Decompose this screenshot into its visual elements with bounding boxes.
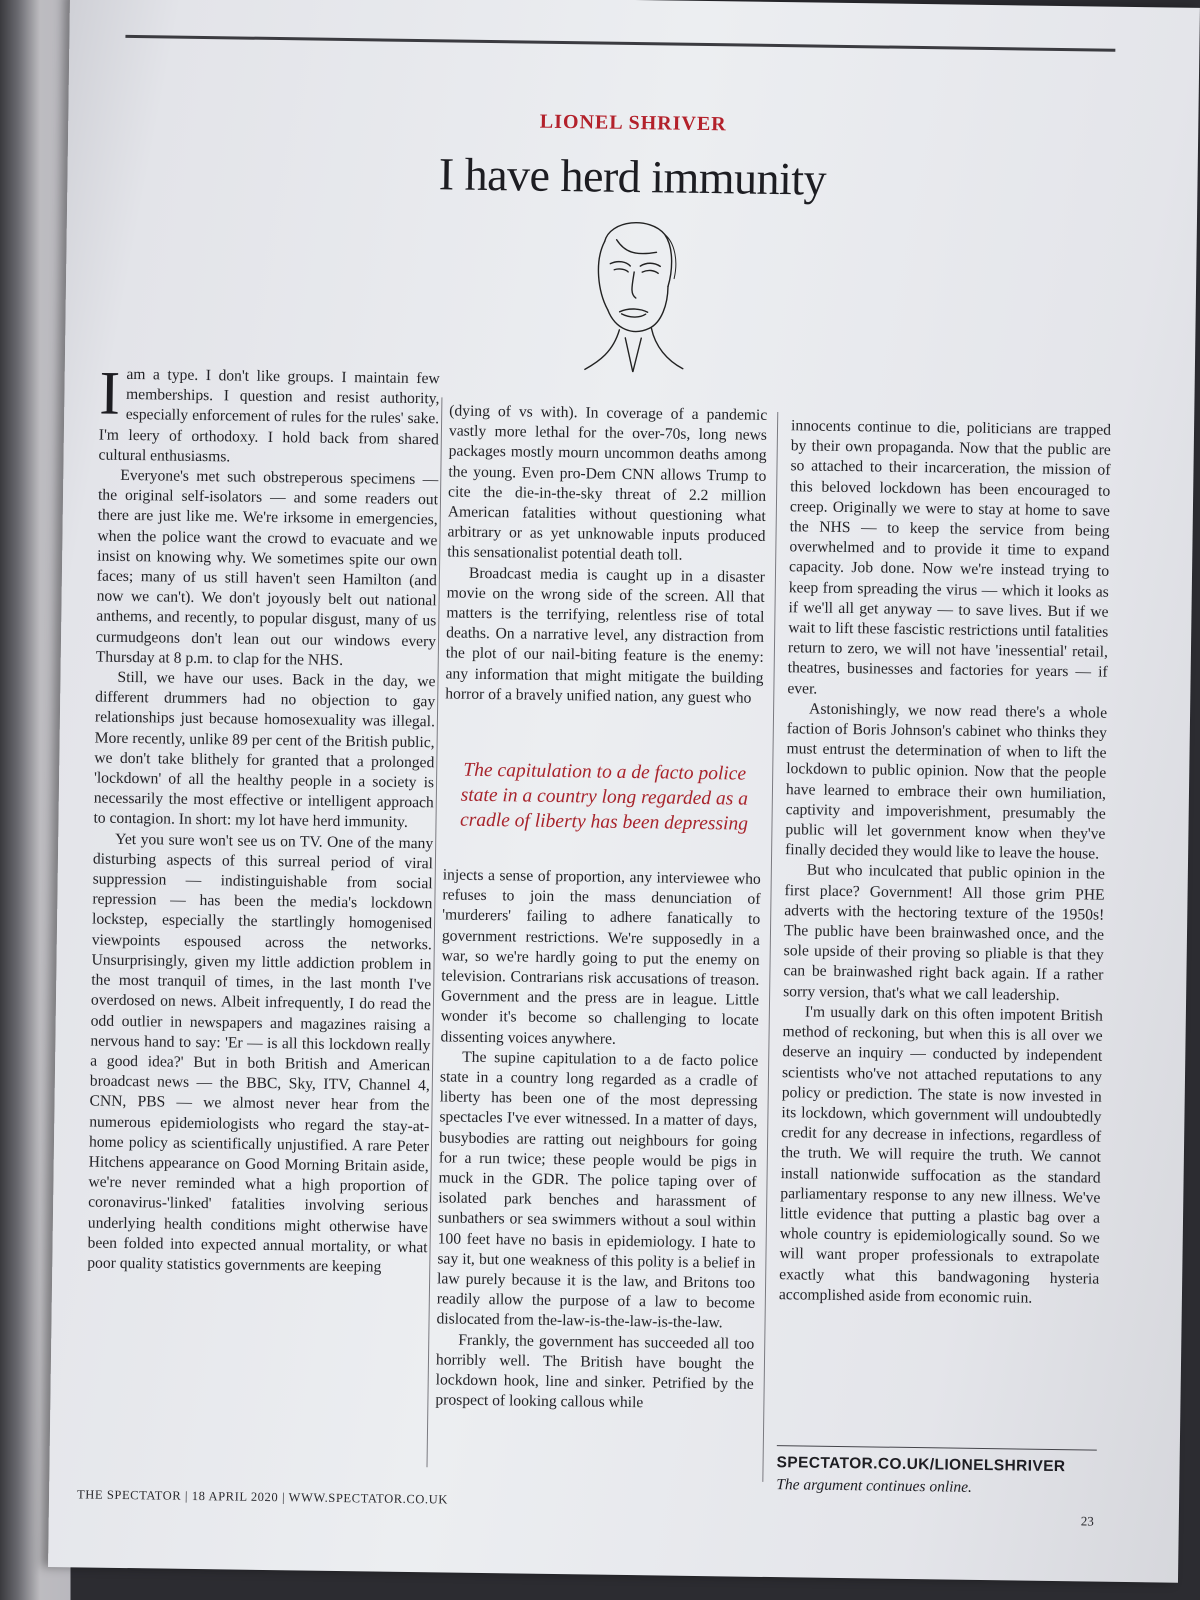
headline: I have herd immunity [438, 148, 827, 205]
drop-cap: I [98, 359, 121, 428]
magazine-page [48, 0, 1200, 1583]
paragraph: Still, we have our uses. Back in the day, we different drummers had no objection to gay relationships just because homosexuality was illegal. More recently, unlike 89 per cent of the British public, we don't take blithely for granted that a prolonged 'lockdown' of all the healthy people in a society is necessarily the most effective or intelligent approach to contagion. In short: my lot have herd immunity. [93, 668, 436, 832]
paragraph: But who inculcated that public opinion in the first place? Government! All those grim PHE adverts with the hectoring texture of the 1950s! The public have been brainwashed once, and the sole upside of their proving so pliable is that they can be brainwashed right back again. If a rather sorry version, that's what we call leadership. [783, 861, 1105, 1004]
column-1 [87, 359, 440, 1279]
columnist-name: LIONEL SHRIVER [539, 110, 727, 136]
paragraph: (dying of vs with). In coverage of a pandemic vastly more lethal for the over-70s, long news packages mostly mourn uncommon deaths among the young. Even pro-Dem CNN allows Trump to cite the die-in-the-sky threat of 2.2 million American fatalities without questioning what arbitrary or as yet unknowable inputs produced this sensationalist potential death toll. [447, 402, 768, 565]
promo-link[interactable]: SPECTATOR.CO.UK/LIONELSHRIVER [776, 1454, 1066, 1476]
column-3 [779, 416, 1111, 1309]
column-2-bottom [435, 865, 761, 1415]
paragraph: Everyone's met such obstreperous specimens — the original self-isolators — and some readers out there are just like me. We're irksome in emergencies, when the police want the crowd to evacuate and we insist on knowing why. We sometimes spite our own faces; many of us still haven't seen Hamilton (and now we can't). We don't joyously belt out national anthems, and recently, to popular disgust, many of us curmudgeons don't lean out our windows every Thursday at 8 p.m. to clap for the NHS. [95, 466, 439, 669]
paragraph: Yet you sure won't see us on TV. One of the many disturbing aspects of this surreal period of viral suppression — indistinguishable from social repression — has been the media's lockdown lockstep, especially the startlingly homogenised viewpoints espoused across the networks. Unsurprisingly, given my little addiction problem in the most tranquil of times, in the last month I've overdosed on news. Albeit infrequently, I do read the odd outlier in newspapers and magazines raising a nervous hand to say: 'Er — is all this lockdown really a good idea?' But in both British and American broadcast news — the BBC, Sky, ITV, Channel 4, CNN, PBS — we almost never hear from the numerous epidemiologists who regard the stay-at-home policy as scientifically unjustified. A rare Peter Hitchens appearance on Good Morning Britain aside, we're never reminded what a high proportion of coronavirus-'linked' fatalities involving serious underlying health conditions might otherwise have been folded into expected annual mortality, or what poor quality statistics governments are keeping [87, 830, 434, 1276]
paragraph: Astonishingly, we now read there's a whole faction of Boris Johnson's cabinet who thinks they must entrust the determination of when to lift the lockdown to public opinion. Now that the people have learned to embrace their own humiliation, captivity and impoverishment, presumably the public will let government know when they've finally decided they would like to leave the house. [785, 700, 1108, 863]
header-rule [125, 35, 1115, 52]
portrait-illustration [563, 211, 697, 391]
paragraph: injects a sense of proportion, any interviewee who refuses to join the mass denunciation of 'murderers' failing to adhere fanatically to government restrictions. We're supposedly in a war, so we're hardly going to put the enemy on television. Contrarians risk accusations of treason. Government and the press are in league. Little wonder it's become so challenging to locate dissenting voices anywhere. [440, 866, 761, 1048]
promo-note: The argument continues online. [776, 1476, 973, 1496]
promo-rule [777, 1445, 1097, 1450]
paragraph: I'm usually dark on this often impotent British method of reckoning, but when this is all over we deserve an inquiry — conducted by independent scientists who've not attached reputations to any policy or prediction. The state is now invested in its lockdown, which government will undoubtedly credit for any decrease in infections, regardless of the truth. We will require the truth. We cannot install nationwide suffocation as the standard parliamentary response to any new illness. We've little evidence that putting a plastic bag over a whole country is epidemiologically sound. So we will want proper professionals to extrapolate exactly what this bandwagoning hysteria accomplished aside from economic ruin. [778, 1003, 1103, 1307]
paragraph: The supine capitulation to a de facto police state in a country long regarded as a cradle of liberty has been one of the most depressing spectacles I've ever witnessed. In a matter of days, busybodies are ratting out neighbours for going for a run twice; these people would be pigs in muck in the GDR. The police taping over of isolated park benches and harassment of sunbathers or sea swimmers without a soul within 100 feet have no basis in epidemiology. I hate to say it, but one weakness of this polity is a belief in law purely because it is the law, and Britons too readily allow the purpose of a law to become dislocated from the-law-is-the-law-is-the-law. [436, 1048, 759, 1332]
paragraph: innocents continue to die, politicians are trapped by their own propaganda. Now that the public are so attached to their incarceration, the mission of this beloved lockdown has been encouraged to creep. Originally we were to stay at home to save the NHS — to keep the service from being overwhelmed and to provide it time to expand capacity. Job done. Now we're instead trying to keep from spreading the virus — which it looks as if we'll all get anyway — to save lives. But if we wait to lift these fascistic restrictions until fatalities return to zero, we will not have 'inessential' retail, theatres, businesses and factories for years — if ever. [787, 417, 1112, 698]
page-footer: THE SPECTATOR | 18 APRIL 2020 | WWW.SPECTATOR.CO.UK [76, 1487, 449, 1507]
paragraph: Broadcast media is caught up in a disaster movie on the wrong side of the screen. All that matters is the terrifying, relentless rise of total deaths. On a narrative level, any distraction from the plot of our nail-biting feature is the enemy: any information that might mitigate the building horror of a bravely unified nation, any guest who [445, 564, 766, 707]
paragraph: Iam a type. I don't like groups. I maintain few memberships. I question and resist authority, especially enforcement of rules for the rules' sake. I'm leery of orthodoxy. I hold back from shared cultural enthusiasms. [98, 359, 440, 466]
page-number: 23 [1080, 1513, 1094, 1529]
pull-quote: The capitulation to a de facto police state in a country long regarded as a cradle of liberty has been depressing [459, 759, 749, 835]
column-2-top [444, 401, 767, 755]
paragraph: Frankly, the government has succeeded all too horribly well. The British have bought the lockdown hook, line and sinker. Petrified by the prospect of looking callous while [435, 1331, 755, 1412]
